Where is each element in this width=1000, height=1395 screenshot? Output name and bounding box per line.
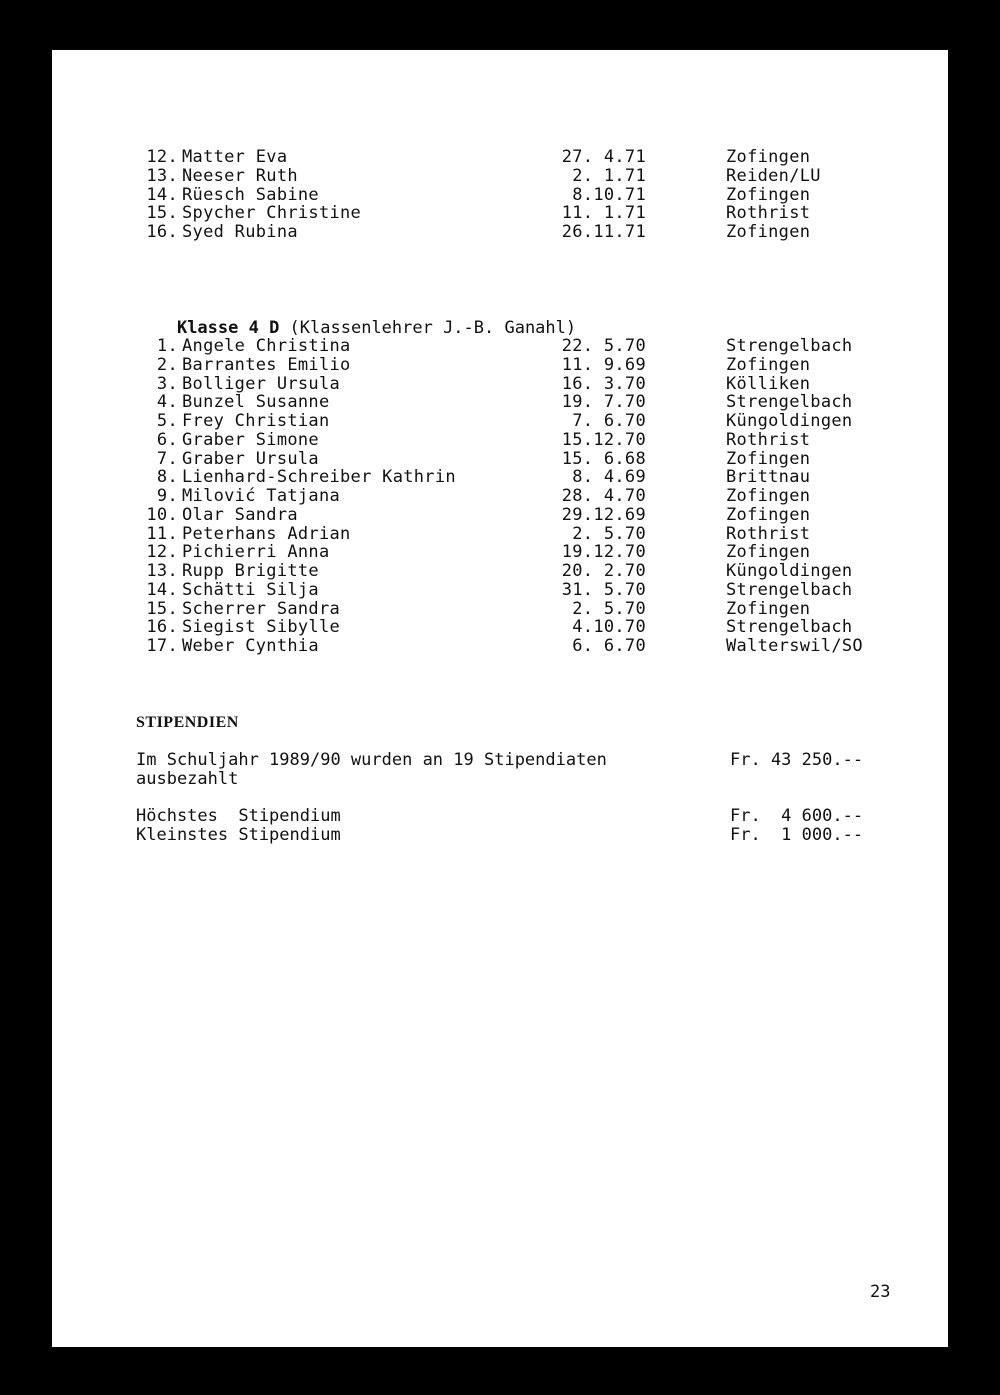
list-item [136,468,896,487]
item-place: Walterswil/SO [726,636,863,656]
item-date: 11. 9.69 [561,354,646,375]
document-page [52,50,948,1347]
item-place: Strengelbach [726,392,853,413]
item-name: Olar Sandra [182,504,298,525]
list-item [136,562,896,581]
item-number: 2. [156,354,178,375]
item-number: 10. [146,504,178,525]
list-item [136,204,896,223]
list-item [136,487,896,506]
page-number: 23 [870,1282,891,1302]
item-place: Strengelbach [726,579,853,600]
item-date: 11. 1.71 [561,203,646,224]
item-number: 4. [156,392,178,413]
list-item [136,393,896,412]
item-name: Bolliger Ursula [182,373,341,394]
list-item [136,356,896,375]
item-place: Reiden/LU [726,165,821,186]
item-place: Küngoldingen [726,561,853,581]
item-date: 4.10.70 [572,617,646,638]
item-place: Zofingen [726,147,811,167]
list-item [136,375,896,394]
stipendien-heading: STIPENDIEN [136,714,239,731]
list-item [136,431,896,450]
item-number: 7. [156,448,178,469]
item-date: 15. 6.68 [561,448,646,469]
list-item [136,167,896,186]
item-date: 28. 4.70 [561,486,646,506]
item-date: 16. 3.70 [561,373,646,394]
item-name: Spycher Christine [182,203,362,224]
item-place: Küngoldingen [726,411,853,431]
item-number: 13. [146,561,178,581]
item-place: Kölliken [726,373,811,394]
item-date: 20. 2.70 [561,561,646,581]
item-name: Neeser Ruth [182,165,298,186]
item-place: Zofingen [726,354,811,375]
item-number: 8. [156,467,178,488]
list-item [136,412,896,431]
item-date: 22. 5.70 [561,336,646,356]
stipendien-total: Fr. 43 250.-- [730,750,864,770]
item-place: Zofingen [726,598,811,619]
item-place: Strengelbach [726,336,853,356]
item-number: 16. [146,222,178,242]
item-name: Graber Ursula [182,448,319,469]
item-name: Syed Rubina [182,222,298,242]
item-place: Zofingen [726,504,811,525]
item-name: Siegist Sibylle [182,617,341,638]
item-name: Angele Christina [182,336,351,356]
list-item [136,637,896,656]
item-name: Matter Eva [182,147,288,167]
list-item [136,148,896,167]
item-name: Weber Cynthia [182,636,319,656]
list-item [136,618,896,637]
item-number: 17. [146,636,178,656]
item-number: 9. [156,486,178,506]
item-number: 12. [146,542,178,563]
item-name: Frey Christian [182,411,330,431]
item-number: 16. [146,617,178,638]
stipendien-line1: Im Schuljahr 1989/90 wurden an 19 Stipendiaten [136,750,607,770]
stipendien-min-value: Fr. 1 000.-- [730,825,864,845]
list-item [136,186,896,205]
class-heading-teacher: (Klassenlehrer J.-B. Ganahl) [279,318,577,338]
item-place: Zofingen [726,222,811,242]
item-place: Zofingen [726,542,811,563]
item-date: 19. 7.70 [561,392,646,413]
item-date: 8. 4.69 [572,467,646,488]
item-number: 13. [146,165,178,186]
item-number: 15. [146,203,178,224]
list-item [136,506,896,525]
list-item [136,525,896,544]
item-number: 1. [156,336,178,356]
item-place: Zofingen [726,486,811,506]
list-item [136,450,896,469]
item-name: Pichierri Anna [182,542,330,563]
item-date: 15.12.70 [561,429,646,450]
item-name: Schätti Silja [182,579,319,600]
item-number: 3. [156,373,178,394]
item-date: 19.12.70 [561,542,646,563]
item-place: Zofingen [726,448,811,469]
item-number: 14. [146,184,178,205]
item-name: Graber Simone [182,429,319,450]
item-number: 12. [146,147,178,167]
item-date: 2. 1.71 [572,165,646,186]
item-date: 2. 5.70 [572,523,646,544]
list-item [136,543,896,562]
list-item [136,337,896,356]
item-number: 6. [156,429,178,450]
item-place: Brittnau [726,467,811,488]
stipendien-max-value: Fr. 4 600.-- [730,806,864,826]
item-date: 31. 5.70 [561,579,646,600]
item-number: 15. [146,598,178,619]
item-date: 8.10.71 [572,184,646,205]
list-item [136,223,896,242]
item-number: 5. [156,411,178,431]
item-place: Strengelbach [726,617,853,638]
item-number: 11. [146,523,178,544]
list-item [136,581,896,600]
item-number: 14. [146,579,178,600]
item-name: Barrantes Emilio [182,354,351,375]
item-date: 26.11.71 [561,222,646,242]
item-date: 6. 6.70 [572,636,646,656]
item-date: 29.12.69 [561,504,646,525]
item-name: Rupp Brigitte [182,561,319,581]
class-heading-title: Klasse 4 D [176,318,280,338]
item-name: Milović Tatjana [182,486,341,506]
item-date: 2. 5.70 [572,598,646,619]
item-place: Rothrist [726,429,811,450]
stipendien-line2: ausbezahlt [136,769,239,789]
item-name: Bunzel Susanne [182,392,330,413]
stipendien-min-label: Kleinstes Stipendium [136,825,341,845]
stipendien-max-label: Höchstes Stipendium [136,806,341,826]
item-place: Zofingen [726,184,811,205]
item-name: Peterhans Adrian [182,523,351,544]
item-date: 7. 6.70 [572,411,646,431]
item-name: Scherrer Sandra [182,598,341,619]
item-name: Lienhard-Schreiber Kathrin [182,467,456,488]
item-date: 27. 4.71 [561,147,646,167]
item-place: Rothrist [726,203,811,224]
item-place: Rothrist [726,523,811,544]
list-item [136,600,896,619]
item-name: Rüesch Sabine [182,184,319,205]
